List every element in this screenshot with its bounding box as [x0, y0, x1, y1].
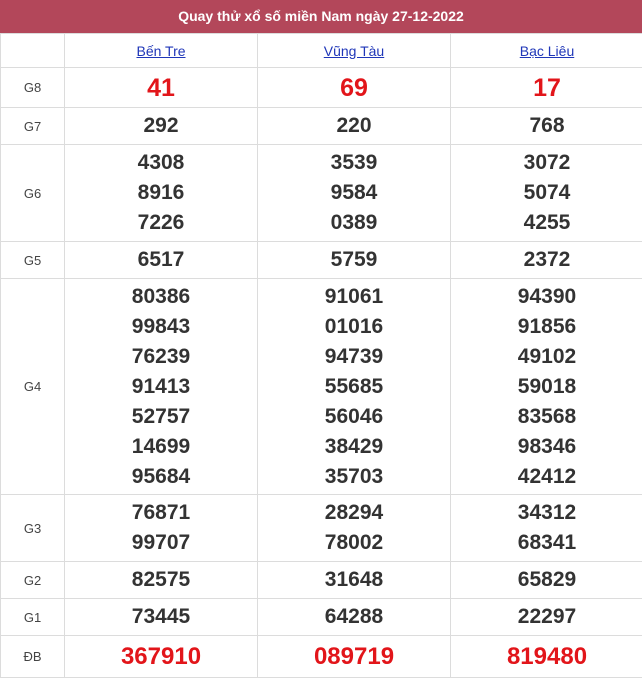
prize-row [1, 279, 642, 495]
prize-cell [65, 279, 258, 495]
province-header [258, 34, 451, 68]
prize-cell [451, 108, 642, 145]
prize-number: 78002 [324, 531, 384, 554]
prize-cell [65, 562, 258, 599]
prize-cell [65, 495, 258, 562]
prize-cell [451, 242, 642, 279]
prize-number: 41 [147, 73, 175, 102]
prize-cell [451, 279, 642, 495]
province-link-ben-tre[interactable]: Bến Tre [136, 42, 186, 59]
prize-number: 5759 [330, 248, 378, 271]
prize-cell [65, 145, 258, 242]
prize-number: 91413 [131, 374, 191, 398]
prize-cell [258, 636, 451, 678]
prize-number: 4255 [523, 211, 571, 234]
prize-row [1, 562, 642, 599]
prize-cell [258, 599, 451, 636]
prize-number: 95684 [131, 464, 191, 488]
prize-number: 01016 [324, 314, 384, 338]
prize-cell [258, 242, 451, 279]
prize-number: 76239 [131, 344, 191, 368]
prize-number: 14699 [131, 434, 191, 458]
prize-row [1, 599, 642, 636]
prize-number: 42412 [517, 464, 577, 488]
prize-number: 6517 [137, 248, 185, 271]
prize-number: 65829 [517, 568, 577, 591]
prize-number: 3072 [523, 151, 571, 174]
prize-label: G2 [1, 562, 65, 599]
prize-number: 9584 [330, 181, 378, 204]
prize-cell [65, 68, 258, 108]
prize-label: G8 [1, 68, 65, 108]
prize-number: 83568 [517, 404, 577, 428]
prize-number: 8916 [137, 181, 185, 204]
prize-row [1, 108, 642, 145]
prize-number: 69 [340, 73, 368, 102]
prize-cell [65, 108, 258, 145]
province-header [65, 34, 258, 68]
prize-cell [65, 636, 258, 678]
prize-number: 819480 [506, 642, 588, 670]
results-table [0, 33, 642, 678]
prize-number: 3539 [330, 151, 378, 174]
prize-label: G4 [1, 279, 65, 495]
prize-label: G5 [1, 242, 65, 279]
prize-number: 768 [529, 114, 565, 137]
prize-number: 4308 [137, 151, 185, 174]
prize-number: 64288 [324, 605, 384, 628]
prize-number: 98346 [517, 434, 577, 458]
prize-number: 49102 [517, 344, 577, 368]
prize-cell [451, 599, 642, 636]
prize-number: 99707 [131, 531, 191, 554]
prize-label: G3 [1, 495, 65, 562]
prize-number: 76871 [131, 501, 191, 524]
prize-number: 91856 [517, 314, 577, 338]
prize-number: 91061 [324, 284, 384, 308]
prize-number: 80386 [131, 284, 191, 308]
prize-number: 56046 [324, 404, 384, 428]
prize-number: 34312 [517, 501, 577, 524]
corner-cell [1, 34, 65, 68]
prize-row [1, 242, 642, 279]
prize-cell [65, 242, 258, 279]
prize-number: 82575 [131, 568, 191, 591]
prize-cell [258, 562, 451, 599]
prize-label: G6 [1, 145, 65, 242]
prize-cell [451, 636, 642, 678]
prize-cell [451, 562, 642, 599]
prize-cell [451, 68, 642, 108]
province-header-row [1, 34, 642, 68]
prize-number: 28294 [324, 501, 384, 524]
prize-number: 17 [533, 73, 561, 102]
prize-number: 52757 [131, 404, 191, 428]
prize-number: 94390 [517, 284, 577, 308]
prize-number: 5074 [523, 181, 571, 204]
prize-number: 99843 [131, 314, 191, 338]
prize-number: 94739 [324, 344, 384, 368]
prize-label: G7 [1, 108, 65, 145]
prize-number: 7226 [137, 211, 185, 234]
page-title: Quay thử xổ số miền Nam ngày 27-12-2022 [0, 0, 642, 33]
prize-number: 089719 [313, 642, 395, 670]
prize-number: 68341 [517, 531, 577, 554]
prize-number: 38429 [324, 434, 384, 458]
prize-row [1, 68, 642, 108]
prize-cell [258, 108, 451, 145]
prize-row [1, 145, 642, 242]
prize-number: 35703 [324, 464, 384, 488]
prize-cell [258, 495, 451, 562]
prize-number: 292 [143, 114, 179, 137]
prize-number: 59018 [517, 374, 577, 398]
prize-number: 2372 [523, 248, 571, 271]
prize-cell [258, 145, 451, 242]
prize-number: 0389 [330, 211, 378, 234]
prize-label: ĐB [1, 636, 65, 678]
province-link-vung-tau[interactable]: Vũng Tàu [323, 42, 385, 59]
prize-cell [451, 495, 642, 562]
province-header [451, 34, 642, 68]
prize-row [1, 495, 642, 562]
prize-number: 31648 [324, 568, 384, 591]
prize-number: 367910 [120, 642, 202, 670]
province-link-bac-lieu[interactable]: Bạc Liêu [519, 42, 575, 59]
prize-cell [451, 145, 642, 242]
prize-number: 220 [336, 114, 372, 137]
prize-cell [258, 68, 451, 108]
prize-cell [258, 279, 451, 495]
prize-row [1, 636, 642, 678]
prize-label: G1 [1, 599, 65, 636]
prize-cell [65, 599, 258, 636]
prize-number: 55685 [324, 374, 384, 398]
prize-number: 22297 [517, 605, 577, 628]
prize-number: 73445 [131, 605, 191, 628]
prize-rows [1, 68, 642, 678]
